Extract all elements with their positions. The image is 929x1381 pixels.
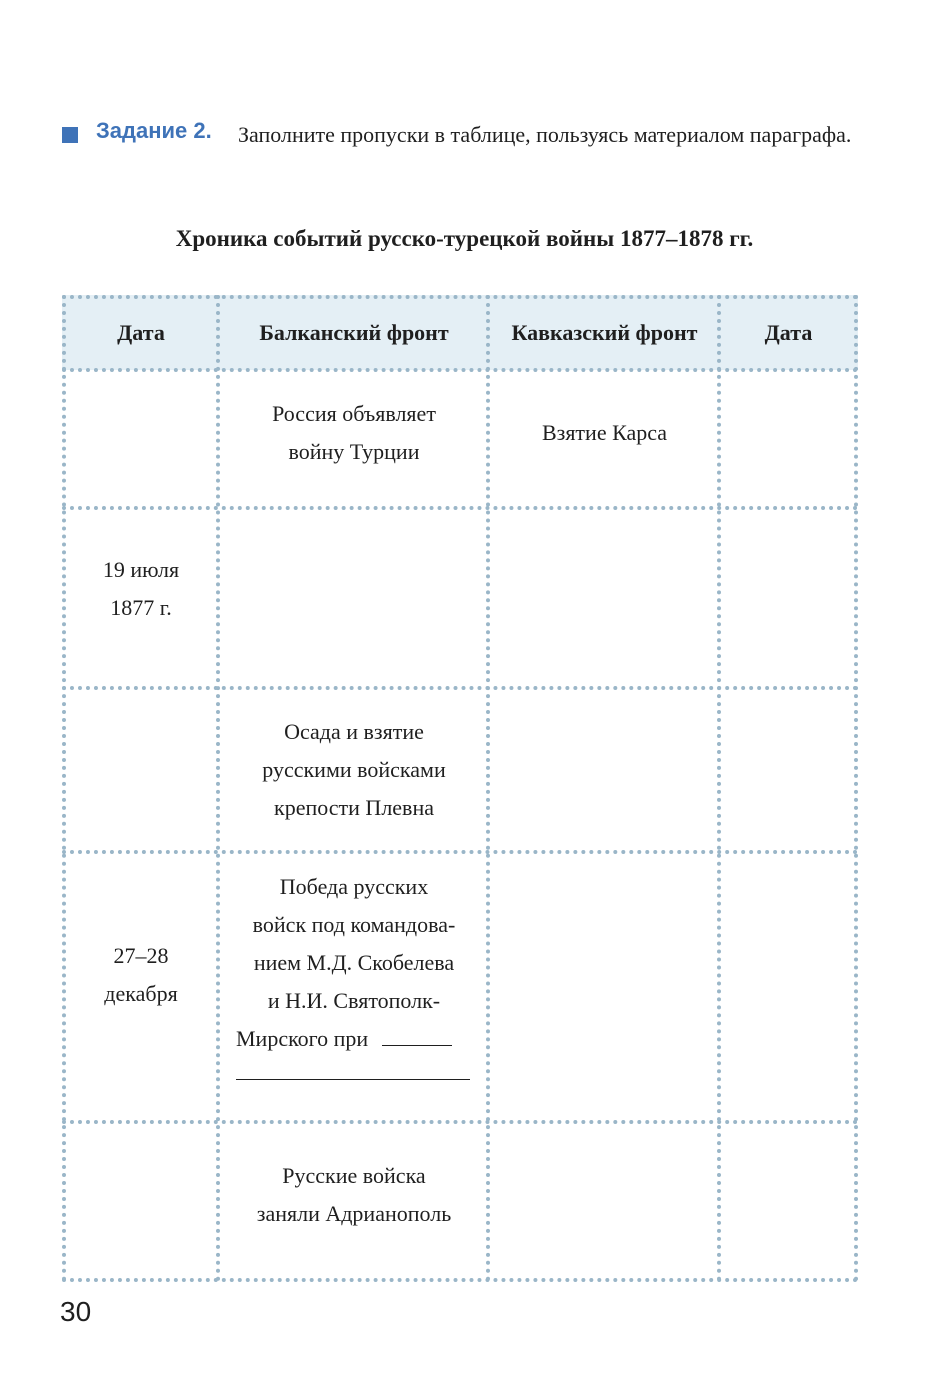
table-title: Хроника событий русско-турецкой войны 1877–1878 гг. [175,226,754,251]
cell-date-left[interactable] [62,1124,220,1278]
header-caucasus-front: Кавказский фронт [511,319,698,345]
text-line: войну Турции [288,439,420,464]
cell-date-right[interactable] [721,372,856,506]
cell-date-left [62,510,220,686]
text-line: Россия объявляет [272,401,436,426]
cell-date-left[interactable] [62,372,220,506]
cell-date-left [62,854,220,1120]
task-text: Заполните пропуски в таблице, пользуясь материалом параграфа. [238,122,852,147]
cell-date-left[interactable] [62,690,220,850]
text-line: заняли Адрианополь [256,1201,452,1226]
cell-caucasus[interactable] [490,690,719,850]
fill-in-blank[interactable] [236,1055,470,1080]
text-line: войск под командова- [252,912,456,937]
text-line: русскими войсками [262,757,446,782]
text-line-with-blank [236,1020,472,1058]
text-line: Мирского при [236,1026,369,1051]
grid-line [62,1278,858,1282]
task-label: Задание 2. [96,118,212,143]
cell-balkan [220,690,488,850]
chronicle-table [62,295,858,1282]
text-line: декабря [104,981,178,1006]
cell-date-right[interactable] [721,510,856,686]
cell-caucasus[interactable] [490,854,719,1120]
fill-in-blank[interactable] [382,1021,452,1046]
cell-date-right[interactable] [721,854,856,1120]
cell-date-right[interactable] [721,1124,856,1278]
text-line: Взятие Карса [541,420,668,445]
cell-balkan [220,372,488,506]
text-line: нием М.Д. Скобелева [253,950,455,975]
cell-balkan [220,1124,488,1278]
header-date-left: Дата [117,319,165,345]
header-date-right: Дата [764,319,813,345]
cell-balkan [220,854,488,1120]
text-line: и Н.И. Святополк- [267,988,441,1013]
cell-caucasus [490,372,719,506]
text-line: Русские войска [282,1163,426,1188]
text-line: Победа русских [279,874,429,899]
text-line: 1877 г. [110,595,172,620]
page-number: 30 [60,1296,92,1327]
text-line: 27–28 [113,943,169,968]
text-line: 19 июля [102,557,180,582]
square-bullet-icon [62,127,78,143]
text-line: крепости Плевна [274,795,434,820]
cell-caucasus[interactable] [490,510,719,686]
header-balkan-front: Балканский фронт [259,319,449,345]
cell-caucasus[interactable] [490,1124,719,1278]
cell-balkan[interactable] [220,510,488,686]
text-line: Осада и взятие [284,719,424,744]
cell-date-right[interactable] [721,690,856,850]
